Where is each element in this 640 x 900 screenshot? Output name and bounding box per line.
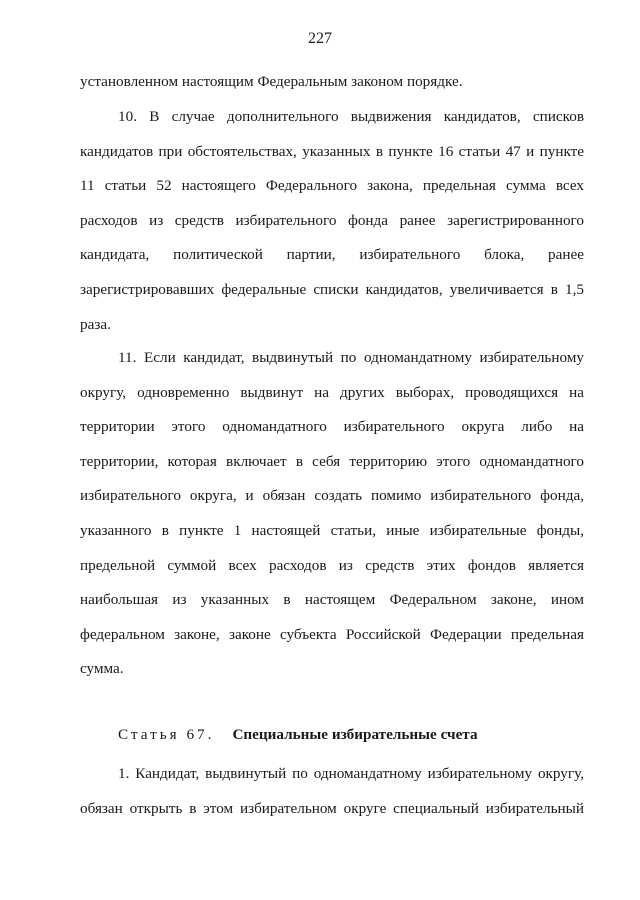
- paragraph-10: [80, 100, 584, 342]
- text-line: наибольшая из указанных в настоящем Федеральном законе, ином: [80, 591, 584, 609]
- text-line: предельной суммой всех расходов из средств этих фондов является: [80, 556, 584, 574]
- text-line: кандидата, политической партии, избирательного блока, ранее: [80, 246, 584, 264]
- text-line: 11. Если кандидат, выдвинутый по одномандатному избирательному: [118, 349, 584, 366]
- article-title: Специальные избирательные счета: [232, 726, 478, 743]
- paragraph-11: [80, 341, 584, 687]
- page-number: 227: [308, 30, 332, 47]
- continuation-text: [80, 65, 584, 100]
- article-heading: [118, 723, 478, 747]
- text-line: федеральном законе, законе субъекта Российской Федерации предельная: [80, 625, 584, 643]
- text-line: территории, которая включает в себя территорию этого одномандатного: [80, 452, 584, 470]
- text-line: расходов из средств избирательного фонда ранее зарегистрированного: [80, 211, 584, 229]
- text-line: указанного в пункте 1 настоящей статьи, иные избирательные фонды,: [80, 521, 584, 539]
- text-line: обязан открыть в этом избирательном округе специальный избирательный: [80, 799, 584, 817]
- text-line: установленном настоящим Федеральным законом порядке.: [80, 73, 463, 90]
- text-line: территории этого одномандатного избирательного округа либо на: [80, 418, 584, 436]
- text-line: 10. В случае дополнительного выдвижения кандидатов, списков: [118, 108, 584, 125]
- article-67-paragraph-1: [80, 757, 584, 826]
- text-line: округу, одновременно выдвинут на других выборах, проводящихся на: [80, 383, 584, 401]
- text-line: зарегистрировавших федеральные списки кандидатов, увеличивается в 1,5: [80, 280, 584, 298]
- text-line: 11 статьи 52 настоящего Федерального закона, предельная сумма всех: [80, 177, 584, 195]
- text-line: избирательного округа, и обязан создать помимо избирательного фонда,: [80, 487, 584, 505]
- article-label: Статья 67.: [118, 726, 215, 743]
- text-line: раза.: [80, 315, 111, 333]
- text-line: сумма.: [80, 660, 124, 678]
- text-line: кандидатов при обстоятельствах, указанных в пункте 16 статьи 47 и пункте: [80, 142, 584, 160]
- text-line: 1. Кандидат, выдвинутый по одномандатному избирательному округу,: [118, 765, 584, 782]
